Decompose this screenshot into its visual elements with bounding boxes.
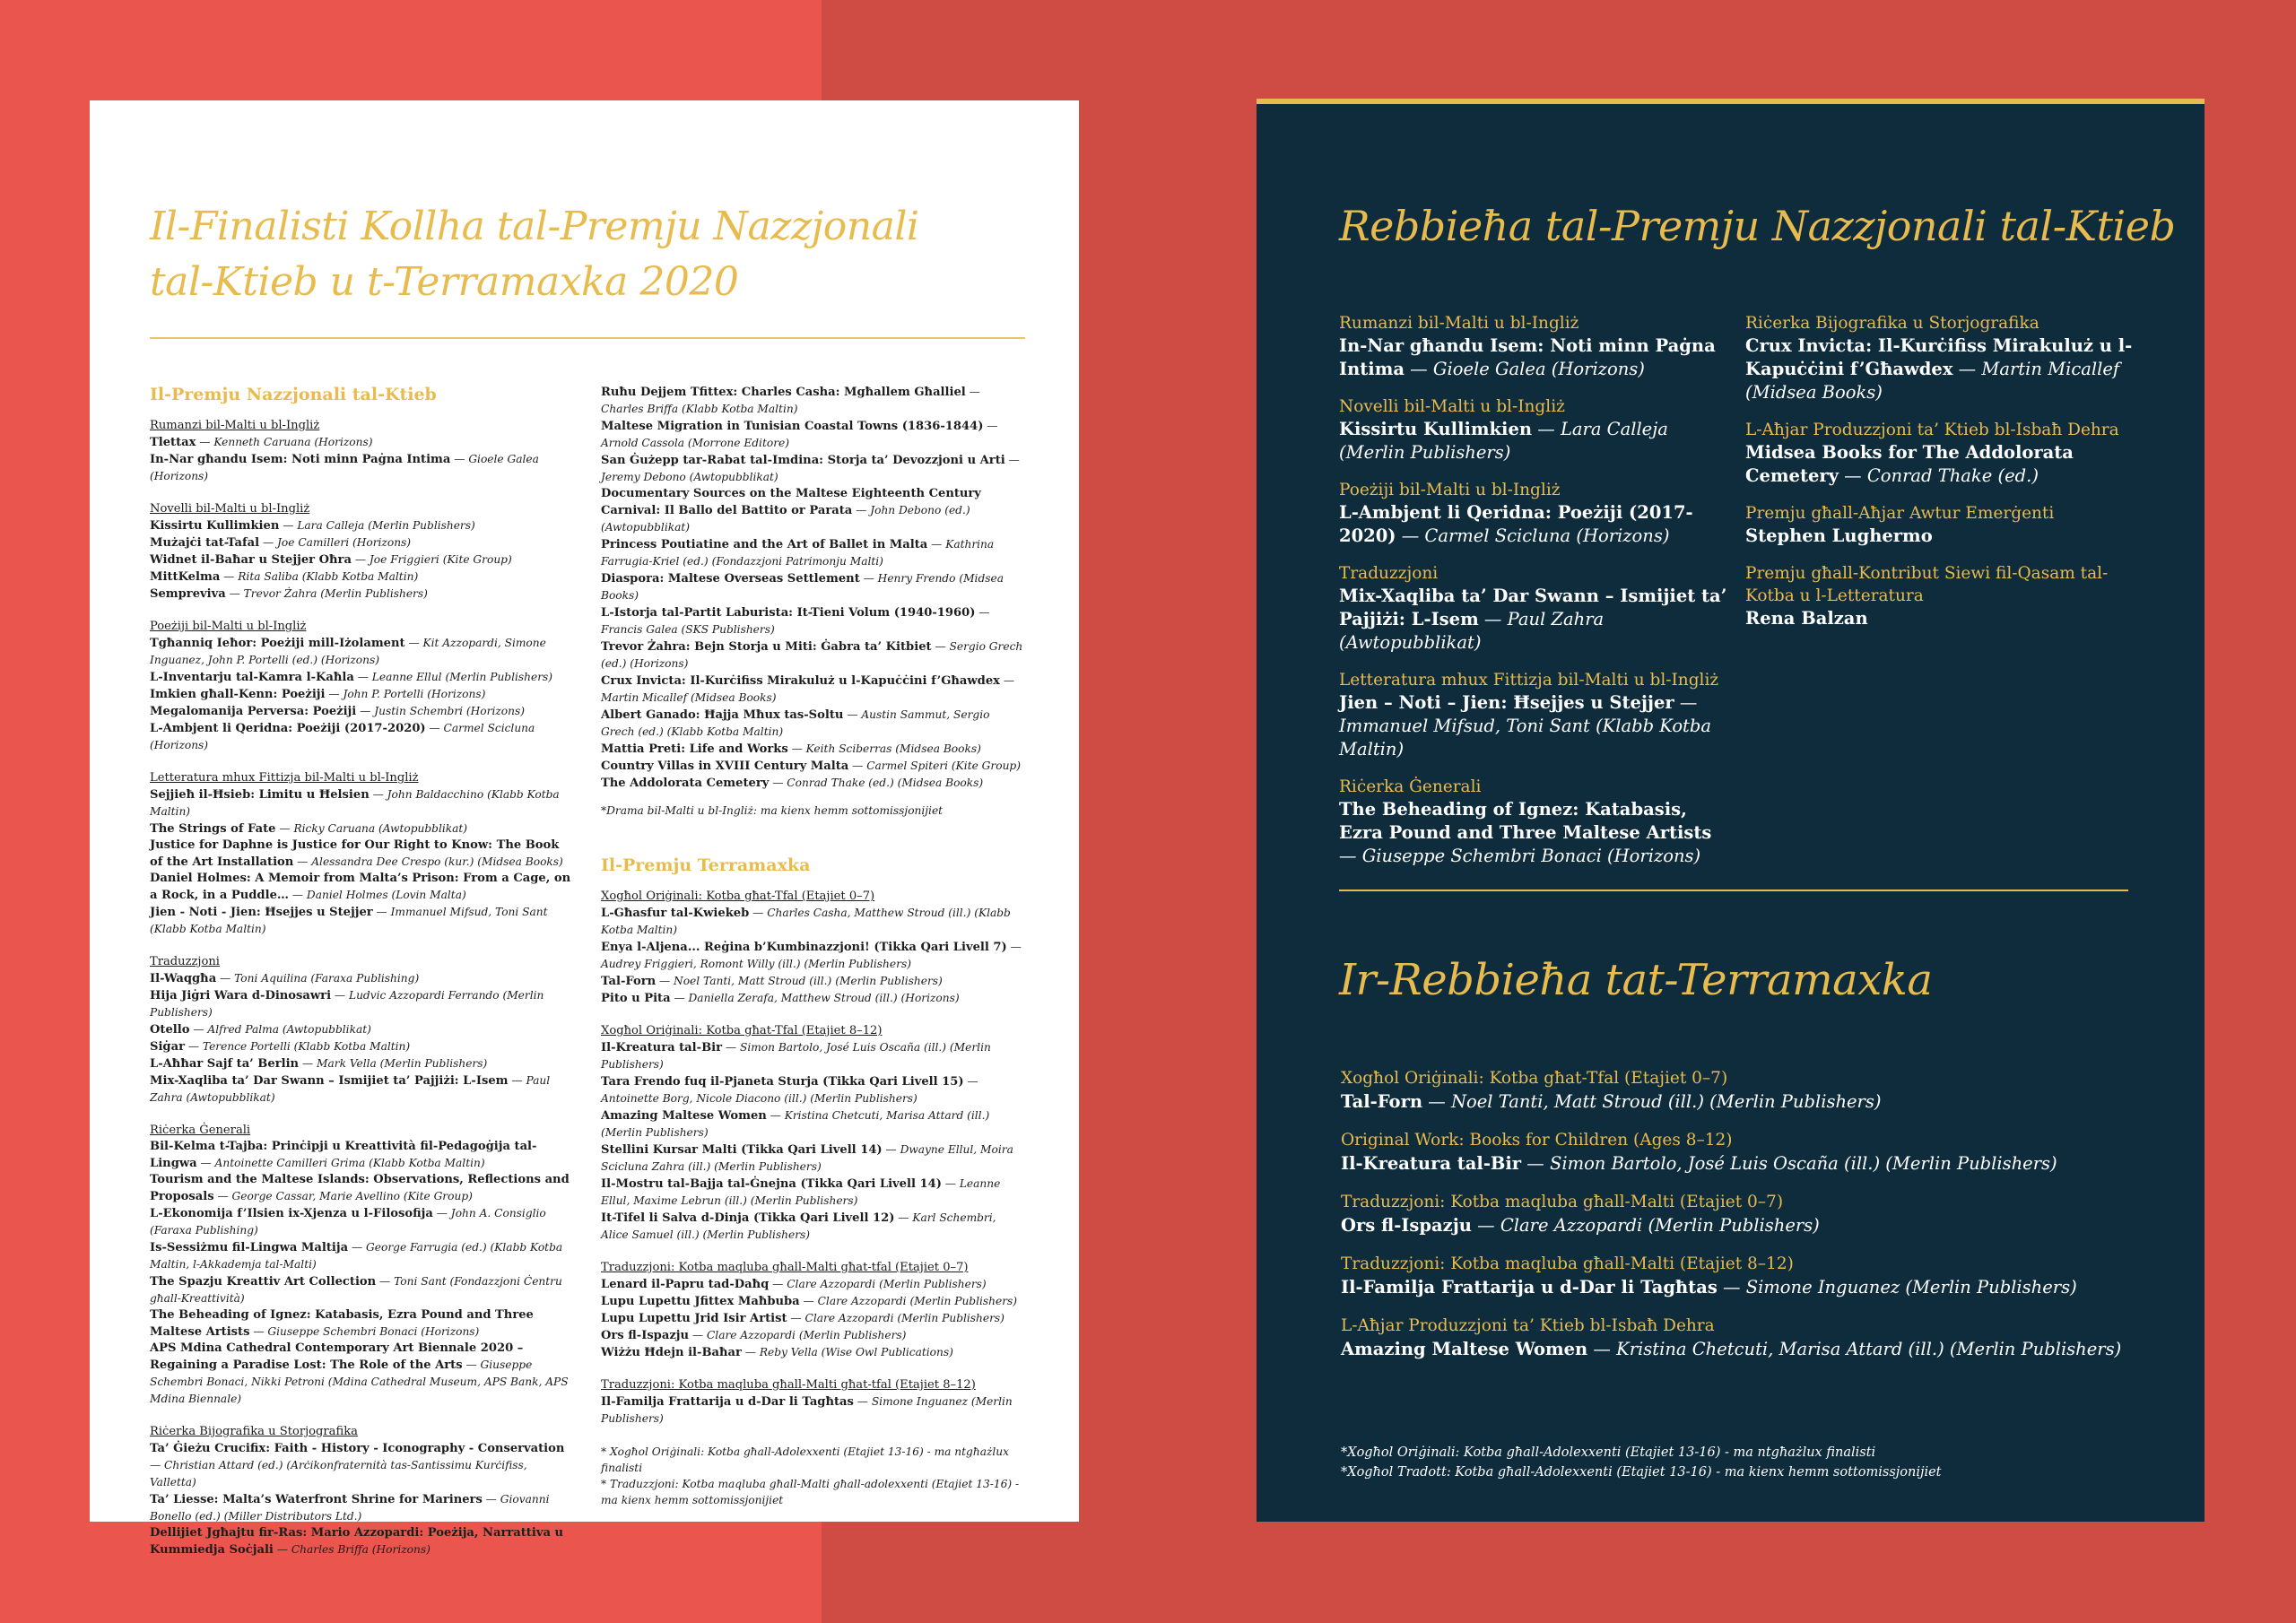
entry-credit: — Martin Micallef (Midsea Books) [601,674,1015,704]
winner-item [1339,562,1734,655]
entry-credit: — Trevor Żahra (Merlin Publishers) [225,587,428,600]
winner-entry [1745,525,2140,548]
finalist-entry [601,536,1025,570]
terramaxka-heading: Il-Premju Terramaxka [601,855,811,875]
category-label: Poeżiji bil-Malti u bl-Ingliż [150,620,307,633]
winner-entry: Midsea Books for The Addolorata Cemetery — Conrad Thake (ed.) [1745,442,2074,486]
finalist-entry [150,1239,574,1273]
winner-category: Premju għall-Kontribut Siewi fil-Qasam tal-Kotba u l-Letteratura [1745,564,2109,605]
entry-title: Documentary Sources on the Maltese Eighteenth Century Carnival: Il Ballo del Battito or Parata [601,487,981,517]
winner-category: Premju għall-Aħjar Awtur Emerġenti [1745,504,2055,523]
entry-title: Ta’ Liesse: Malta’s Waterfront Shrine for Mariners [150,1493,483,1506]
entry-title: It-Tifel li Salva d-Dinja (Tikka Qari Livell 12) [601,1211,895,1225]
entry-credit: — Paul Zahra (Awtopubblikat) [150,1074,551,1104]
finalist-entry [601,673,1025,707]
entry-credit: — Carmel Spiteri (Kite Group) [848,759,1021,772]
entry-title: Pito u Pita [601,992,671,1005]
winner-category: L-Aħjar Produzzjoni ta’ Ktieb bl-Isbaħ Dehra [1745,421,2119,439]
entry-credit: — Terence Portelli (Klabb Kotba Maltin) [184,1040,411,1053]
entry-title: Tara Frendo fuq il-Pjaneta Sturja (Tikka Qari Livell 15) [601,1075,964,1089]
finalist-entry [601,741,1025,758]
finalist-entry [150,786,574,820]
winner-credit: Simone Inguanez (Merlin Publishers) [1745,1277,2077,1298]
entry-title: Amazing Maltese Women [601,1109,767,1123]
winner-entry: The Beheading of Ignez: Katabasis, Ezra Pound and Three Maltese Artists — Giuseppe Schembri Bonaci (Horizons) [1339,799,1712,866]
entry-title: Wiżżu Ħdejn il-Baħar [601,1346,742,1359]
finalist-entry [150,451,574,485]
entry-title: Daniel Holmes: A Memoir from Malta’s Prison: From a Cage, on a Rock, in a Puddle… [150,872,571,902]
finalist-entry [150,720,574,754]
entry-title: Kissirtu Kullimkien [150,519,280,533]
entry-credit: — Ricky Caruana (Awtopubblikat) [275,822,468,835]
entry-credit: — Giovanni Bonello (ed.) (Miller Distributors Ltd.) [150,1493,550,1523]
finalist-entry [601,1073,1025,1107]
winner-item [1341,1067,2148,1114]
terramaxka-footnote-2: * Traduzzjoni: Kotba maqluba għall-Malti għall-adolexxenti (Etajiet 13-16) - ma kienx hemm sottomissjonijiet [601,1478,1020,1506]
finalist-entry [601,1310,1025,1327]
finalist-entry [150,1021,574,1038]
winner-item [1341,1129,2148,1176]
entry-title: Dellijiet Jgħajtu fir-Ras: Mario Azzopardi: Poeżija, Narrattiva u Kummiedja Soċjali [150,1526,564,1557]
entry-title: Il-Kreatura tal-Bir [601,1041,723,1055]
winner-title: Rena Balzan [1745,608,1868,629]
winner-entry: Jien – Noti – Jien: Ħsejjes u Stejjer — Immanuel Mifsud, Toni Sant (Klabb Kotba Maltin) [1339,692,1712,759]
entry-title: L-Aħħar Sajf ta’ Berlin [150,1057,300,1071]
winner-item [1339,395,1734,464]
winner-credit: Immanuel Mifsud, Toni Sant (Klabb Kotba Maltin) [1339,716,1712,759]
entry-title: The Addolorata Cemetery [601,777,770,790]
winner-entry: In-Nar għandu Isem: Noti minn Paġna Intima — Gioele Galea (Horizons) [1339,335,1716,379]
finalist-entry [150,1440,574,1491]
entry-title: The Strings of Fate [150,822,276,836]
finalist-entry [150,551,574,568]
entry-title: Siġar [150,1040,185,1054]
entry-title: Lenard il-Papru tad-Daħq [601,1278,770,1291]
winner-entry: L-Ambjent li Qeridna: Poeżiji (2017-2020) — Carmel Scicluna (Horizons) [1339,502,1693,546]
winner-item [1339,776,1734,868]
winner-credit: Carmel Scicluna (Horizons) [1424,525,1670,546]
winner-title: Stephen Lughermo [1745,525,1933,546]
finalist-entry [150,1072,574,1107]
finalist-entry [150,1273,574,1307]
finalist-entry [601,905,1025,939]
winner-entry: Il-Kreatura tal-Bir — Simon Bartolo, José Luis Oscaña (ill.) (Merlin Publishers) [1341,1153,2057,1174]
finalist-entry [601,604,1025,638]
finalist-entry [150,534,574,551]
entry-title: Jien - Noti - Jien: Ħsejjes u Stejjer [150,906,373,919]
finalist-entry [601,1327,1025,1344]
winners-column-b [1745,312,2140,645]
winner-title: L-Ambjent li Qeridna: Poeżiji (2017-2020) [1339,502,1693,546]
finalist-entry [150,1205,574,1239]
entry-title: APS Mdina Cathedral Contemporary Art Biennale 2020 – Regaining a Paradise Lost: The Role of the Arts [150,1341,524,1372]
finalist-entry [150,1139,574,1172]
terramaxka-footnote-1: * Xogħol Oriġinali: Kotba għall-Adolexxenti (Etajiet 13-16) - ma ntgħażlux finalisti [601,1445,1009,1474]
category-label: Letteratura mhux Fittizja bil-Malti u bl-Ingliż [150,771,419,785]
finalist-entry [601,1141,1025,1176]
finalist-entry [601,1276,1025,1293]
finalist-entry [601,638,1025,673]
entry-credit: — Francis Galea (SKS Publishers) [601,606,990,636]
entry-credit: — Daniella Zerafa, Matthew Stroud (ill.) (Horizons) [670,992,960,1004]
entry-credit: — Kenneth Caruana (Horizons) [196,436,373,448]
entry-credit: — Leanne Ellul, Maxime Lebrun (ill.) (Merlin Publishers) [601,1177,1001,1207]
winner-item [1745,502,2140,548]
finalist-entry [150,434,574,451]
finalist-entry [150,838,574,871]
finalist-entry [150,517,574,534]
finalist-entry [601,1107,1025,1141]
winner-category: Xogħol Oriġinali: Kotba għat-Tfal (Etajiet 0–7) [1341,1069,1728,1088]
finalists-title-line1: Il-Finalisti Kollha tal-Premju Nazzjonali [150,204,919,249]
entry-title: Ruħu Dejjem Tfittex: Charles Casha: Mgħallem Għalliel [601,386,966,399]
finalist-entry [150,586,574,603]
terramaxka-winners-list [1341,1067,2148,1376]
entry-title: In-Nar għandu Isem: Noti minn Paġna Intima [150,453,451,466]
entry-title: The Beheading of Ignez: Katabasis, Ezra Pound and Three Maltese Artists [150,1308,534,1339]
entry-title: Il-Waqgħa [150,972,217,985]
winner-item [1341,1191,2148,1237]
entry-credit: — Leanne Ellul (Merlin Publishers) [353,671,553,683]
entry-title: Mużajċi tat-Tafal [150,536,260,550]
entry-credit: — George Farrugia (ed.) (Klabb Kotba Maltin, l-Akkademja tal-Malti) [150,1241,563,1271]
entry-credit: — John P. Portelli (Horizons) [325,688,486,700]
winner-credit: Kristina Chetcuti, Marisa Attard (ill.) (Merlin Publishers) [1616,1339,2122,1359]
entry-credit: — Karl Schembri, Alice Samuel (ill.) (Merlin Publishers) [601,1211,996,1241]
entry-credit: — Clare Azzopardi (Merlin Publishers) [689,1329,907,1341]
category-label: Rumanzi bil-Malti u bl-Ingliż [150,419,320,432]
entry-title: Tlettax [150,436,196,449]
finalist-entry [150,1172,574,1205]
finalist-entry [150,871,574,904]
winner-credit: Noel Tanti, Matt Stroud (ill.) (Merlin Publishers) [1450,1091,1882,1112]
entry-title: Maltese Migration in Tunisian Coastal Towns (1836-1844) [601,420,984,433]
winner-title: Jien – Noti – Jien: Ħsejjes u Stejjer [1339,692,1674,713]
category-label: Novelli bil-Malti u bl-Ingliż [150,502,310,516]
finalist-entry [601,1293,1025,1310]
entry-title: Lupu Lupettu Jfittex Maħbuba [601,1295,800,1308]
finalist-entry [601,570,1025,604]
finalist-entry [601,384,1025,418]
entry-credit: — Dwayne Ellul, Moira Scicluna Zahra (ill.) (Merlin Publishers) [601,1143,1013,1173]
entry-credit: — Conrad Thake (ed.) (Midsea Books) [769,777,984,789]
winner-category: Riċerka Ġenerali [1339,777,1482,796]
finalist-entry [150,1307,574,1341]
entry-title: Lupu Lupettu Jrid Isir Artist [601,1312,787,1325]
entry-credit: — Toni Sant (Fondazzjoni Ċentru għall-Kreattività) [150,1275,562,1305]
entry-credit: — Immanuel Mifsud, Toni Sant (Klabb Kotba Maltin) [150,906,548,935]
entry-credit: — Charles Casha, Matthew Stroud (ill.) (Klabb Kotba Maltin) [601,907,1011,936]
entry-title: Princess Poutiatine and the Art of Ballet in Malta [601,538,928,551]
winner-category: L-Aħjar Produzzjoni ta’ Ktieb bl-Isbaħ Dehra [1341,1316,1715,1335]
entry-credit: — Keith Sciberras (Midsea Books) [787,742,981,755]
finalist-entry [150,1525,574,1558]
entry-credit: — Audrey Friggieri, Romont Willy (ill.) (Merlin Publishers) [601,941,1022,970]
category-label: Traduzzjoni [150,955,220,968]
finalists-column-1 [150,384,574,1558]
entry-title: Hija Jiġri Wara d-Dinosawri [150,989,332,1002]
ktieb-continued-list [601,384,1025,792]
entry-credit: — Gioele Galea (Horizons) [150,453,539,482]
winner-title: Amazing Maltese Women [1341,1339,1588,1359]
entry-credit: — Alessandra Dee Crespo (kur.) (Midsea Books) [293,855,563,868]
finalist-entry [601,418,1025,452]
winner-item [1745,312,2140,404]
winner-credit: Gioele Galea (Horizons) [1432,359,1645,379]
winner-title: Kissirtu Kullimkien [1339,419,1533,439]
winner-entry: Tal-Forn — Noel Tanti, Matt Stroud (ill.) (Merlin Publishers) [1341,1091,1882,1112]
winner-entry: Crux Invicta: Il-Kurċifiss Mirakuluż u l-Kapuċċini f’Għawdex — Martin Micallef (Midsea Books) [1745,335,2133,403]
entry-title: Ta’ Ġieżu Crucifix: Faith - History - Iconography - Conservation [150,1442,565,1455]
finalist-entry [150,703,574,720]
finalist-entry [601,775,1025,792]
entry-credit: — Reby Vella (Wise Owl Publications) [741,1346,953,1358]
ktieb-category-list [150,418,574,1558]
entry-credit: — Arnold Cassola (Morrone Editore) [601,420,998,449]
entry-credit: — Charles Briffa (Horizons) [273,1543,430,1556]
winner-credit: Martin Micallef (Midsea Books) [1745,359,2120,403]
entry-credit: — Toni Aquilina (Faraxa Publishing) [216,972,420,985]
winner-category: Poeżiji bil-Malti u bl-Ingliż [1339,481,1561,499]
entry-credit: — Simon Bartolo, José Luis Oscaña (ill.) (Merlin Publishers) [601,1041,991,1071]
entry-credit: — John A. Consiglio (Faraxa Publishing) [150,1207,546,1237]
entry-credit: — Daniel Holmes (Lovin Malta) [289,889,466,901]
finalist-entry [601,758,1025,775]
entry-title: Sempreviva [150,587,226,601]
entry-title: Tgħanniq Ieħor: Poeżiji mill-Iżolament [150,637,405,650]
finalist-entry [150,1341,574,1408]
winner-credit: Paul Zahra (Awtopubblikat) [1339,609,1605,653]
winner-category: Traduzzjoni: Kotba maqluba għall-Malti (Etajiet 8–12) [1341,1254,1794,1273]
entry-credit: — Sergio Grech (ed.) (Horizons) [601,640,1023,670]
entry-credit: — Christian Attard (ed.) (Arċikonfraternità tas-Santissimu Kurċifiss, Valletta) [150,1459,527,1488]
winner-category: Traduzzjoni [1339,564,1439,583]
entry-title: Otello [150,1023,190,1037]
entry-title: L-Għasfur tal-Kwiekeb [601,907,750,920]
winner-item [1341,1315,2148,1361]
winner-item [1745,419,2140,488]
finalist-entry [601,452,1025,486]
entry-credit: — Henry Frendo (Midsea Books) [601,572,1004,602]
entry-title: Albert Ganado: Ħajja Mħux tas-Soltu [601,708,844,722]
finalist-entry [150,568,574,586]
entry-credit: — Charles Briffa (Klabb Kotba Maltin) [601,386,980,415]
finalists-page [90,100,1079,1557]
entry-title: Ors fl-Ispazju [601,1329,690,1342]
entry-title: Diaspora: Maltese Overseas Settlement [601,572,860,586]
category-label: Riċerka Bijografika u Storjografika [150,1425,358,1438]
terramaxka-category-list [601,889,1025,1428]
winners-panel [1257,99,2205,1522]
winner-title: Mix-Xaqliba ta’ Dar Swann – Ismijiet ta’ Pajjiżi: L-Isem [1339,586,1727,629]
winner-entry: Mix-Xaqliba ta’ Dar Swann – Ismijiet ta’ Pajjiżi: L-Isem — Paul Zahra (Awtopubblikat) [1339,586,1727,653]
title-divider [150,337,1025,339]
entry-title: Is-Sessiżmu fil-Lingwa Maltija [150,1241,349,1254]
finalist-entry [150,820,574,838]
finalist-entry [601,707,1025,741]
entry-credit: — Antoinette Camilleri Grima (Klabb Kotba Maltin) [196,1157,485,1169]
entry-credit: — George Cassar, Marie Avellino (Kite Group) [213,1190,473,1202]
entry-title: Imkien għall-Kenn: Poeżiji [150,688,326,701]
entry-title: Enya l-Aljena... Reġina b’Kumbinazzjoni! (Tikka Qari Livell 7) [601,941,1007,954]
entry-title: Il-Mostru tal-Bajja tal-Ġnejna (Tikka Qari Livell 14) [601,1177,942,1191]
winner-entry: Ors fl-Ispazju — Clare Azzopardi (Merlin Publishers) [1341,1215,1820,1236]
winner-category: Traduzzjoni: Kotba maqluba għall-Malti (Etajiet 0–7) [1341,1193,1784,1211]
entry-title: Megalomanija Perversa: Poeżiji [150,705,357,718]
entry-credit: — Kit Azzopardi, Simone Inguanez, John P. Portelli (ed.) (Horizons) [150,637,546,666]
winner-credit: Clare Azzopardi (Merlin Publishers) [1500,1215,1820,1236]
winner-category: Letteratura mhux Fittizja bil-Malti u bl-Ingliż [1339,671,1719,690]
finalist-entry [601,1393,1025,1428]
finalist-entry [601,1344,1025,1361]
entry-credit: — Clare Azzopardi (Merlin Publishers) [787,1312,1004,1324]
winner-title: The Beheading of Ignez: Katabasis, Ezra Pound and Three Maltese Artists [1339,799,1712,843]
category-label: Traduzzjoni: Kotba maqluba għall-Malti għat-tfal (Etajiet 0–7) [601,1261,969,1274]
finalist-entry [601,1176,1025,1210]
entry-title: Bil-Kelma t-Tajba: Prinċipji u Kreattività fil-Pedagoġija tal-Lingwa [150,1140,537,1170]
entry-credit: — Kathrina Farrugia-Kriel (ed.) (Fondazzjoni Patrimonju Malti) [601,538,995,568]
winners-column-a [1339,312,1734,882]
winner-item [1339,312,1734,381]
entry-credit: — Jeremy Debono (Awtopubblikat) [601,454,1020,483]
finalist-entry [150,904,574,938]
winner-entry: Il-Familja Frattarija u d-Dar li Tagħtas — Simone Inguanez (Merlin Publishers) [1341,1277,2077,1298]
winner-category: Original Work: Books for Children (Ages 8–12) [1341,1131,1733,1150]
entry-title: Trevor Żahra: Bejn Storja u Miti: Ġabra ta’ Kitbiet [601,640,932,654]
entry-title: The Spazju Kreattiv Art Collection [150,1275,377,1289]
entry-title: MittKelma [150,570,221,584]
winner-title: Midsea Books for The Addolorata Cemetery [1745,442,2074,486]
finalist-entry [601,990,1025,1007]
winner-title: Il-Kreatura tal-Bir [1341,1153,1522,1174]
entry-title: Widnet il-Baħar u Stejjer Oħra [150,553,352,567]
entry-credit: — Mark Vella (Merlin Publishers) [299,1057,488,1070]
entry-title: Justice for Daphne is Justice for Our Right to Know: The Book of the Art Installation [150,838,560,869]
winner-entry: Kissirtu Kullimkien — Lara Calleja (Merlin Publishers) [1339,419,1668,463]
winner-credit: Conrad Thake (ed.) [1866,465,2039,486]
entry-credit: — Joe Camilleri (Horizons) [259,536,412,549]
entry-credit: — Giuseppe Schembri Bonaci, Nikki Petroni (Mdina Cathedral Museum, APS Bank, APS Mdina Biennale) [150,1358,569,1405]
winners-footnotes [1341,1443,1942,1482]
winners-divider [1339,890,2128,891]
entry-title: Mattia Preti: Life and Works [601,742,788,756]
finalist-entry [601,1039,1025,1073]
terramaxka-winners-title: Ir-Rebbieħa tat-Terramaxka [1339,955,1933,1005]
category-label: Traduzzjoni: Kotba maqluba għall-Malti għat-tfal (Etajiet 8–12) [601,1378,976,1392]
finalists-title-line2: tal-Ktieb u t-Terramaxka 2020 [150,259,739,305]
winners-footnote-1: *Xogħol Oriġinali: Kotba għall-Adolexxenti (Etajiet 13-16) - ma ntgħażlux finalisti [1341,1445,1876,1460]
entry-credit: — Ludvic Azzopardi Ferrando (Merlin Publishers) [150,989,544,1019]
winner-title: Ors fl-Ispazju [1341,1215,1472,1236]
category-label: Riċerka Ġenerali [150,1124,251,1137]
category-label: Xogħol Oriġinali: Kotba għat-Tfal (Etajiet 0–7) [601,890,875,903]
entry-credit: — Justin Schembri (Horizons) [356,705,525,717]
winner-entry [1745,607,2140,630]
entry-credit: — Lara Calleja (Merlin Publishers) [279,519,475,532]
finalist-entry [150,1038,574,1055]
ktieb-heading: Il-Premju Nazzjonali tal-Ktieb [150,385,437,404]
winner-entry: Amazing Maltese Women — Kristina Chetcuti, Marisa Attard (ill.) (Merlin Publishers) [1341,1339,2122,1359]
winner-credit: Lara Calleja (Merlin Publishers) [1339,419,1668,463]
entry-title: Il-Familja Frattarija u d-Dar li Tagħtas [601,1395,854,1409]
entry-title: L-Ekonomija f’Ilsien ix-Xjenza u l-Filosofija [150,1207,433,1220]
entry-title: Country Villas in XVIII Century Malta [601,759,849,773]
entry-credit: — Alfred Palma (Awtopubblikat) [189,1023,371,1036]
winner-item [1341,1253,2148,1299]
entry-title: L-Inventarju tal-Kamra l-Kaħla [150,671,354,684]
finalists-title [150,199,1025,310]
winner-title: Crux Invicta: Il-Kurċifiss Mirakuluż u l-Kapuċċini f’Għawdex [1745,335,2133,379]
winner-credit: Giuseppe Schembri Bonaci (Horizons) [1361,846,1701,866]
entry-credit: — Giuseppe Schembri Bonaci (Horizons) [249,1325,480,1338]
entry-credit: — John Baldacchino (Klabb Kotba Maltin) [150,788,560,818]
entry-credit: — Austin Sammut, Sergio Grech (ed.) (Klabb Kotba Maltin) [601,708,990,738]
finalist-entry [150,1491,574,1525]
finalist-entry [601,486,1025,536]
finalist-entry [150,970,574,987]
finalists-columns [150,384,1025,1558]
entry-title: L-Ambjent li Qeridna: Poeżiji (2017-2020) [150,722,426,735]
finalists-column-2 [601,384,1025,1558]
finalist-entry [150,635,574,669]
category-label: Xogħol Oriġinali: Kotba għat-Tfal (Etajiet 8–12) [601,1024,883,1037]
winner-credit: Simon Bartolo, José Luis Oscaña (ill.) (Merlin Publishers) [1549,1153,2057,1174]
entry-title: Mix-Xaqliba ta’ Dar Swann – Ismijiet ta’ Pajjiżi: L-Isem [150,1074,509,1088]
winner-item [1339,669,1734,761]
winners-title: Rebbieħa tal-Premju Nazzjonali tal-Ktieb [1339,202,2176,250]
entry-credit: — Carmel Scicluna (Horizons) [150,722,535,751]
entry-credit: — Antoinette Borg, Nicole Diacono (ill.) (Merlin Publishers) [601,1075,978,1105]
winner-title: Tal-Forn [1341,1091,1423,1112]
entry-title: Tal-Forn [601,975,657,988]
entry-title: Crux Invicta: Il-Kurċifiss Mirakuluż u l-Kapuċċini f’Għawdex [601,674,1000,688]
finalist-entry [150,686,574,703]
entry-credit: — Clare Azzopardi (Merlin Publishers) [799,1295,1018,1307]
winner-title: In-Nar għandu Isem: Noti minn Paġna Intima [1339,335,1716,379]
winner-category: Riċerka Bijografika u Storjografika [1745,314,2039,333]
finalist-entry [150,987,574,1021]
winner-category: Rumanzi bil-Malti u bl-Ingliż [1339,314,1579,333]
drama-note: *Drama bil-Malti u bl-Ingliż: ma kienx hemm sottomissjonijiet [601,804,944,817]
entry-title: San Ġużepp tar-Rabat tal-Imdina: Storja ta’ Devozzjoni u Arti [601,454,1005,467]
entry-credit: — Clare Azzopardi (Merlin Publishers) [769,1278,987,1290]
winner-item [1339,479,1734,548]
entry-credit: — Rita Saliba (Klabb Kotba Maltin) [220,570,419,583]
entry-credit: — Noel Tanti, Matt Stroud (ill.) (Merlin Publishers) [656,975,943,987]
winner-category: Novelli bil-Malti u bl-Ingliż [1339,397,1565,416]
finalist-entry [601,1210,1025,1244]
entry-credit: — Joe Friggieri (Kite Group) [351,553,512,566]
entry-title: Sejjieħ il-Ħsieb: Limitu u Ħelsien [150,788,370,802]
winner-item [1745,562,2140,630]
winners-footnote-2: *Xogħol Tradott: Kotba għall-Adolexxenti (Etajiet 13-16) - ma kienx hemm sottomissjonijiet [1341,1465,1942,1480]
entry-title: L-Istorja tal-Partit Laburista: It-Tieni Volum (1940-1960) [601,606,976,620]
entry-title: Stellini Kursar Malti (Tikka Qari Livell 14) [601,1143,883,1157]
finalist-entry [601,973,1025,990]
finalist-entry [150,1055,574,1072]
entry-credit: — Kristina Chetcuti, Marisa Attard (ill.) (Merlin Publishers) [601,1109,990,1139]
finalist-entry [150,669,574,686]
entry-credit: — John Debono (ed.) (Awtopubblikat) [601,504,970,534]
winner-title: Il-Familja Frattarija u d-Dar li Tagħtas [1341,1277,1718,1298]
finalist-entry [601,939,1025,973]
entry-credit: — Simone Inguanez (Merlin Publishers) [601,1395,1013,1425]
entry-title: Tourism and the Maltese Islands: Observations, Reflections and Proposals [150,1173,570,1203]
